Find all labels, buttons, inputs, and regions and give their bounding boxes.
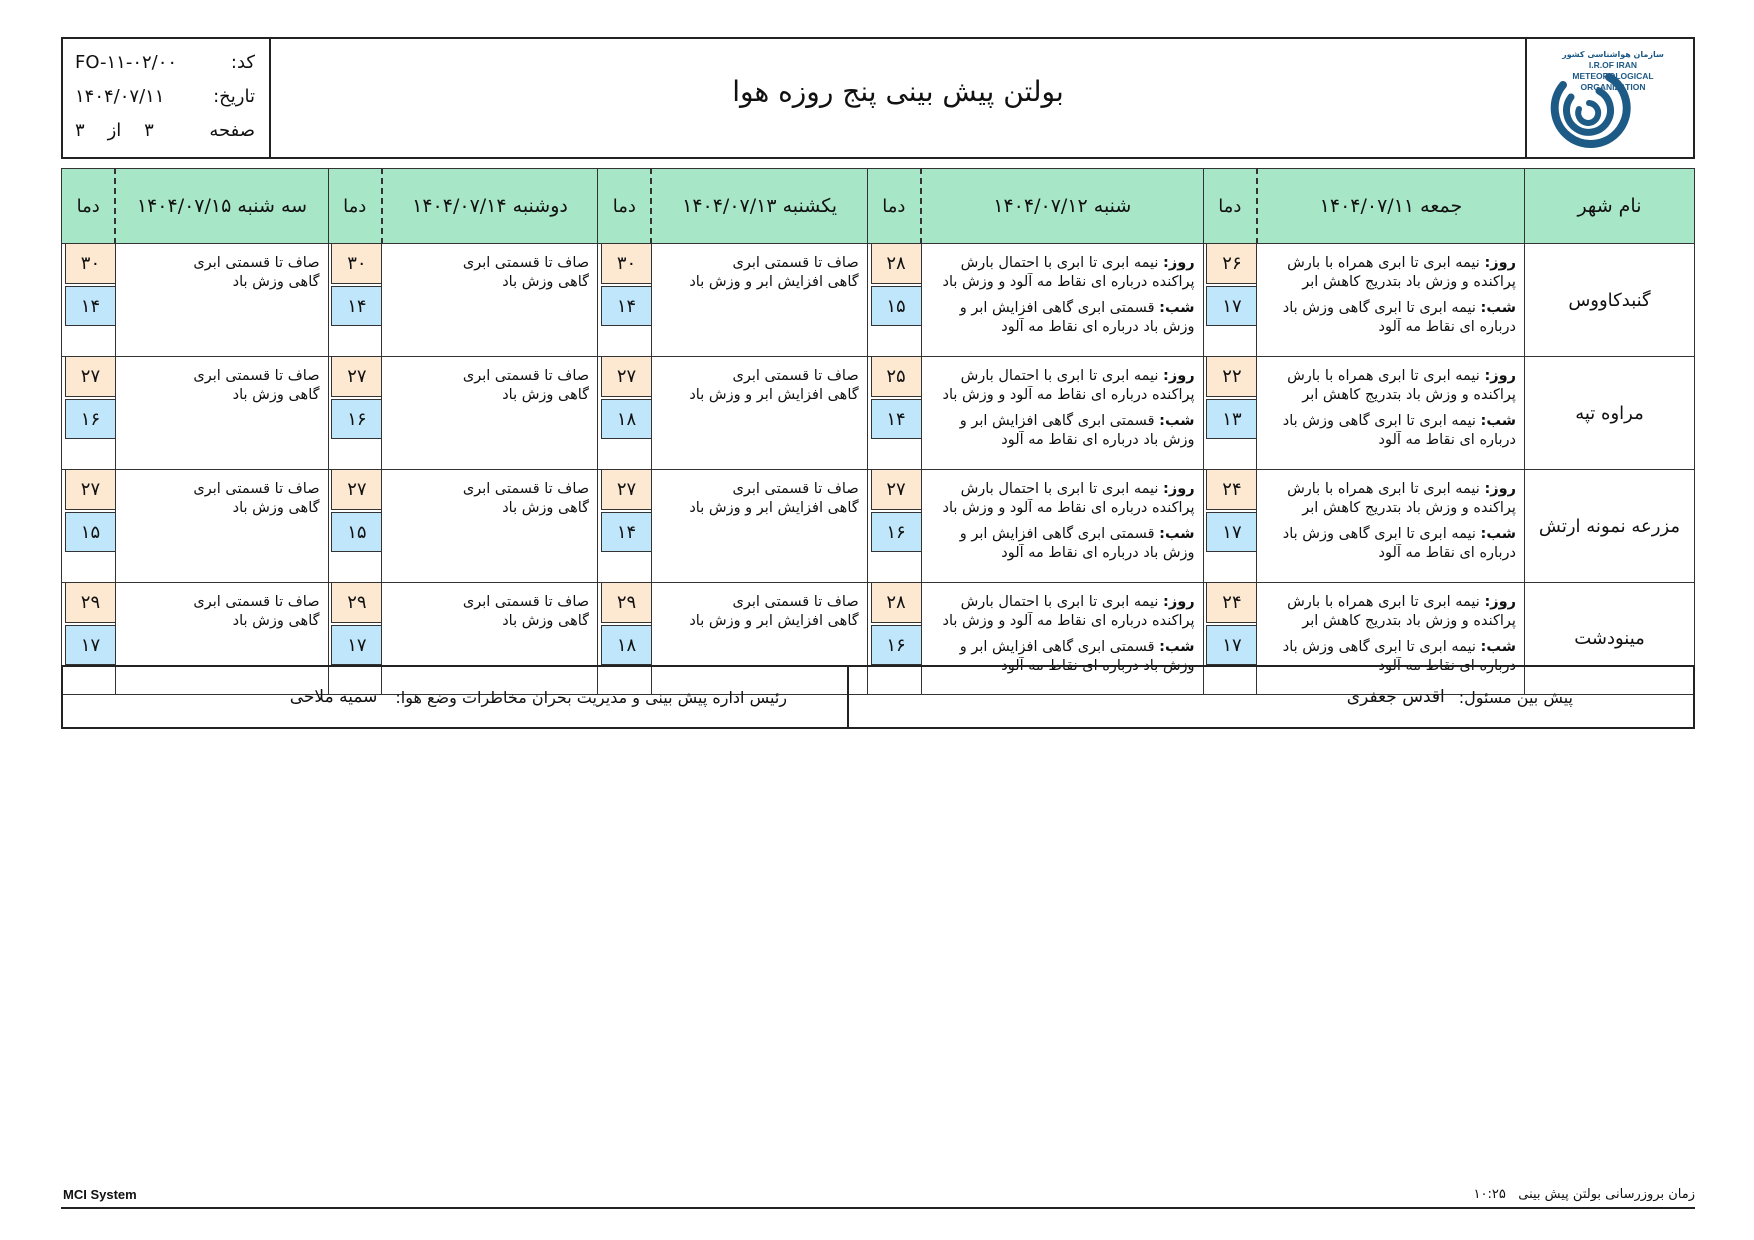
forecast-body	[62, 244, 1695, 695]
page-footer	[61, 1183, 1695, 1209]
temp-header: دما	[62, 169, 116, 244]
temp-cell	[1203, 244, 1257, 357]
forecast-line: صاف تا قسمتی ابری	[193, 481, 320, 497]
max-temp: ۲۹	[65, 583, 115, 623]
max-temp: ۲۷	[871, 470, 921, 510]
night-text: نیمه ابری تا ابری گاهی وزش باد	[1282, 413, 1476, 429]
max-temp: ۳۰	[601, 244, 651, 284]
page-total: ۳	[75, 119, 85, 141]
day-label: روز:	[1163, 255, 1195, 271]
page-num: ۳	[144, 119, 154, 141]
min-temp: ۱۷	[1206, 625, 1256, 665]
min-temp: ۱۴	[331, 286, 381, 326]
day-text: نیمه ابری تا ابری با احتمال بارش	[960, 255, 1159, 271]
logo-line-2: METEOROLOGICAL	[1572, 71, 1654, 81]
temp-cell	[328, 470, 382, 583]
logo-line-3: ORGANIZATION	[1580, 82, 1646, 92]
day-header: جمعه ۱۴۰۴/۰۷/۱۱	[1257, 169, 1525, 244]
meta-page	[75, 113, 255, 147]
max-temp: ۲۷	[65, 357, 115, 397]
chief-label: رئیس اداره پیش بینی و مدیریت بحران مخاطرات وضع هوا:	[395, 687, 787, 707]
forecast-line: گاهی افزایش ابر و وزش باد	[689, 500, 859, 516]
min-temp: ۱۶	[331, 399, 381, 439]
day-header: شنبه ۱۴۰۴/۰۷/۱۲	[921, 169, 1203, 244]
forecast-line: گاهی وزش باد	[502, 387, 590, 403]
day-label: روز:	[1163, 594, 1195, 610]
table-row	[62, 470, 1695, 583]
temp-cell	[328, 244, 382, 357]
night-forecast-line: درباره ای نقاط مه آلود	[1378, 432, 1516, 448]
min-temp: ۱۷	[65, 625, 115, 665]
code-label: کد:	[230, 51, 255, 73]
forecast-line: صاف تا قسمتی ابری	[732, 255, 859, 271]
document-meta	[63, 39, 271, 157]
temp-cell	[62, 470, 116, 583]
max-temp: ۲۷	[331, 357, 381, 397]
temp-cell	[62, 357, 116, 470]
night-forecast-line: وزش باد درباره ای نقاط مه آلود	[1001, 319, 1195, 335]
temp-cell	[867, 357, 921, 470]
logo	[1525, 39, 1693, 157]
forecaster-section	[849, 667, 1693, 727]
night-forecast-line	[1263, 525, 1516, 544]
meta-date	[75, 79, 255, 113]
temp-cell	[1203, 357, 1257, 470]
forecast-description	[651, 357, 867, 470]
min-temp: ۱۴	[871, 399, 921, 439]
min-temp: ۱۶	[871, 625, 921, 665]
forecast-description	[115, 470, 328, 583]
night-label: شب:	[1480, 639, 1516, 655]
city-name: مزرعه نمونه ارتش	[1524, 470, 1694, 583]
logo-line-1: I.R.OF IRAN	[1588, 60, 1638, 70]
day-forecast-line: پراکنده و وزش باد بتدریج کاهش ابر	[1302, 274, 1516, 290]
night-forecast-line: وزش باد درباره ای نقاط مه آلود	[1001, 658, 1195, 674]
day-label: روز:	[1163, 481, 1195, 497]
temp-cell	[62, 244, 116, 357]
forecast-description	[1257, 357, 1525, 470]
night-forecast-line: درباره ای نقاط مه آلود	[1378, 658, 1516, 674]
forecast-description	[115, 244, 328, 357]
day-text: نیمه ابری تا ابری با احتمال بارش	[960, 368, 1159, 384]
temp-cell	[867, 470, 921, 583]
temp-cell	[598, 357, 652, 470]
min-temp: ۱۳	[1206, 399, 1256, 439]
system-name: MCI System	[63, 1187, 137, 1202]
forecaster-name: اقدس جعفری	[1346, 687, 1445, 707]
night-label: شب:	[1480, 526, 1516, 542]
min-temp: ۱۵	[331, 512, 381, 552]
city-name: گنبدکاووس	[1524, 244, 1694, 357]
night-text: نیمه ابری تا ابری گاهی وزش باد	[1282, 639, 1476, 655]
day-forecast-line	[928, 367, 1195, 386]
city-header: نام شهر	[1524, 169, 1694, 244]
forecast-line: گاهی وزش باد	[502, 500, 590, 516]
temp-cell	[598, 470, 652, 583]
meta-code	[75, 45, 255, 79]
day-label: روز:	[1163, 368, 1195, 384]
temp-cell	[867, 244, 921, 357]
night-forecast-line	[1263, 412, 1516, 431]
code-value: FO-۱۱-۰۲/۰۰	[75, 51, 178, 73]
max-temp: ۲۷	[331, 470, 381, 510]
day-forecast-line: پراکنده درباره ای نقاط مه آلود و وزش باد	[942, 274, 1195, 290]
signature-block	[61, 665, 1695, 729]
forecast-line: صاف تا قسمتی ابری	[732, 594, 859, 610]
day-label: روز:	[1484, 368, 1516, 384]
day-label: روز:	[1484, 594, 1516, 610]
min-temp: ۱۷	[331, 625, 381, 665]
min-temp: ۱۶	[65, 399, 115, 439]
max-temp: ۲۸	[871, 583, 921, 623]
max-temp: ۲۷	[601, 470, 651, 510]
day-forecast-line: پراکنده و وزش باد بتدریج کاهش ابر	[1302, 613, 1516, 629]
day-text: نیمه ابری تا ابری با احتمال بارش	[960, 481, 1159, 497]
table-row	[62, 357, 1695, 470]
forecast-line: صاف تا قسمتی ابری	[462, 255, 590, 271]
min-temp: ۱۵	[65, 512, 115, 552]
night-forecast-line: وزش باد درباره ای نقاط مه آلود	[1001, 432, 1195, 448]
forecast-description	[1257, 244, 1525, 357]
day-text: نیمه ابری تا ابری همراه با بارش	[1287, 594, 1480, 610]
max-temp: ۲۲	[1206, 357, 1256, 397]
day-header: یکشنبه ۱۴۰۴/۰۷/۱۳	[651, 169, 867, 244]
day-label: روز:	[1484, 481, 1516, 497]
min-temp: ۱۵	[871, 286, 921, 326]
max-temp: ۲۹	[601, 583, 651, 623]
max-temp: ۲۷	[65, 470, 115, 510]
update-time: ۱۰:۲۵	[1473, 1187, 1506, 1202]
forecast-table	[61, 168, 1695, 695]
night-text: نیمه ابری تا ابری گاهی وزش باد	[1282, 300, 1476, 316]
temp-cell	[598, 244, 652, 357]
day-forecast-line	[1263, 254, 1516, 273]
max-temp: ۲۶	[1206, 244, 1256, 284]
day-forecast-line	[1263, 593, 1516, 612]
date-value: ۱۴۰۴/۰۷/۱۱	[75, 85, 165, 107]
forecast-description	[115, 357, 328, 470]
night-text: قسمتی ابری گاهی افزایش ابر و	[959, 639, 1155, 655]
forecast-description	[382, 244, 598, 357]
night-label: شب:	[1159, 526, 1195, 542]
forecast-line: گاهی وزش باد	[232, 613, 320, 629]
day-forecast-line	[928, 480, 1195, 499]
forecast-line: صاف تا قسمتی ابری	[193, 368, 320, 384]
forecast-line: گاهی افزایش ابر و وزش باد	[689, 613, 859, 629]
day-text: نیمه ابری تا ابری با احتمال بارش	[960, 594, 1159, 610]
day-forecast-line	[928, 593, 1195, 612]
forecast-line: گاهی افزایش ابر و وزش باد	[689, 274, 859, 290]
max-temp: ۳۰	[331, 244, 381, 284]
night-text: قسمتی ابری گاهی افزایش ابر و	[959, 526, 1155, 542]
page-counter	[75, 120, 154, 141]
min-temp: ۱۸	[601, 625, 651, 665]
max-temp: ۲۴	[1206, 470, 1256, 510]
night-text: نیمه ابری تا ابری گاهی وزش باد	[1282, 526, 1476, 542]
min-temp: ۱۴	[601, 512, 651, 552]
forecast-line: گاهی وزش باد	[232, 500, 320, 516]
page-label: صفحه	[209, 119, 255, 141]
logo-line-fa: سازمان هواشناسی کشور	[1562, 50, 1664, 59]
day-forecast-line	[1263, 367, 1516, 386]
table-row	[62, 244, 1695, 357]
night-text: قسمتی ابری گاهی افزایش ابر و	[959, 300, 1155, 316]
day-header: دوشنبه ۱۴۰۴/۰۷/۱۴	[382, 169, 598, 244]
min-temp: ۱۴	[65, 286, 115, 326]
forecast-description	[382, 357, 598, 470]
night-forecast-line	[1263, 299, 1516, 318]
night-forecast-line: درباره ای نقاط مه آلود	[1378, 545, 1516, 561]
max-temp: ۲۵	[871, 357, 921, 397]
min-temp: ۱۸	[601, 399, 651, 439]
forecast-line: صاف تا قسمتی ابری	[193, 594, 320, 610]
forecast-line: گاهی وزش باد	[502, 274, 590, 290]
night-forecast-line	[928, 412, 1195, 431]
temp-header: دما	[328, 169, 382, 244]
day-text: نیمه ابری تا ابری همراه با بارش	[1287, 368, 1480, 384]
logo-spiral-icon	[1547, 51, 1631, 149]
forecast-description	[921, 357, 1203, 470]
night-forecast-line: وزش باد درباره ای نقاط مه آلود	[1001, 545, 1195, 561]
night-label: شب:	[1480, 300, 1516, 316]
min-temp: ۱۶	[871, 512, 921, 552]
forecast-line: صاف تا قسمتی ابری	[462, 481, 590, 497]
max-temp: ۲۸	[871, 244, 921, 284]
forecast-description	[382, 470, 598, 583]
forecast-line: صاف تا قسمتی ابری	[462, 368, 590, 384]
night-label: شب:	[1159, 300, 1195, 316]
forecaster-label: پیش بین مسئول:	[1458, 687, 1573, 707]
temp-header: دما	[1203, 169, 1257, 244]
forecast-line: صاف تا قسمتی ابری	[732, 481, 859, 497]
temp-header: دما	[867, 169, 921, 244]
day-header: سه شنبه ۱۴۰۴/۰۷/۱۵	[115, 169, 328, 244]
max-temp: ۲۹	[331, 583, 381, 623]
title-area	[271, 39, 1525, 157]
temp-cell	[328, 357, 382, 470]
day-label: روز:	[1484, 255, 1516, 271]
chief-name: سمیه ملاحی	[289, 687, 378, 707]
forecast-description	[921, 470, 1203, 583]
day-forecast-line	[1263, 480, 1516, 499]
bulletin-header	[61, 37, 1695, 159]
night-text: قسمتی ابری گاهی افزایش ابر و	[959, 413, 1155, 429]
night-forecast-line: درباره ای نقاط مه آلود	[1378, 319, 1516, 335]
day-forecast-line: پراکنده درباره ای نقاط مه آلود و وزش باد	[942, 613, 1195, 629]
forecast-line: گاهی وزش باد	[502, 613, 590, 629]
city-name: مراوه تپه	[1524, 357, 1694, 470]
day-forecast-line	[928, 254, 1195, 273]
forecast-line: صاف تا قسمتی ابری	[462, 594, 590, 610]
forecast-line: صاف تا قسمتی ابری	[732, 368, 859, 384]
max-temp: ۲۷	[601, 357, 651, 397]
page-title: بولتن پیش بینی پنج روزه هوا	[732, 74, 1064, 108]
day-text: نیمه ابری تا ابری همراه با بارش	[1287, 255, 1480, 271]
night-forecast-line	[928, 299, 1195, 318]
day-text: نیمه ابری تا ابری همراه با بارش	[1287, 481, 1480, 497]
night-forecast-line	[1263, 638, 1516, 657]
max-temp: ۲۴	[1206, 583, 1256, 623]
day-forecast-line: پراکنده درباره ای نقاط مه آلود و وزش باد	[942, 387, 1195, 403]
forecast-description	[921, 244, 1203, 357]
day-forecast-line: پراکنده درباره ای نقاط مه آلود و وزش باد	[942, 500, 1195, 516]
update-time-text	[1474, 1187, 1695, 1202]
date-label: تاریخ:	[213, 85, 255, 107]
page-of: از	[107, 119, 122, 141]
min-temp: ۱۷	[1206, 512, 1256, 552]
forecast-line: گاهی وزش باد	[232, 387, 320, 403]
night-label: شب:	[1159, 639, 1195, 655]
update-label: زمان بروزرسانی بولتن پیش بینی	[1518, 1187, 1695, 1202]
table-header-row	[62, 169, 1695, 244]
chief-section	[63, 667, 849, 727]
max-temp: ۳۰	[65, 244, 115, 284]
temp-cell	[1203, 470, 1257, 583]
forecast-line: گاهی وزش باد	[232, 274, 320, 290]
city-name: مینودشت	[1524, 583, 1694, 695]
day-forecast-line: پراکنده و وزش باد بتدریج کاهش ابر	[1302, 387, 1516, 403]
forecast-line: گاهی افزایش ابر و وزش باد	[689, 387, 859, 403]
forecast-line: صاف تا قسمتی ابری	[193, 255, 320, 271]
min-temp: ۱۴	[601, 286, 651, 326]
min-temp: ۱۷	[1206, 286, 1256, 326]
forecast-description	[651, 470, 867, 583]
night-forecast-line	[928, 525, 1195, 544]
temp-header: دما	[598, 169, 652, 244]
forecast-description	[651, 244, 867, 357]
forecast-description	[1257, 470, 1525, 583]
night-label: شب:	[1159, 413, 1195, 429]
night-label: شب:	[1480, 413, 1516, 429]
night-forecast-line	[928, 638, 1195, 657]
day-forecast-line: پراکنده و وزش باد بتدریج کاهش ابر	[1302, 500, 1516, 516]
